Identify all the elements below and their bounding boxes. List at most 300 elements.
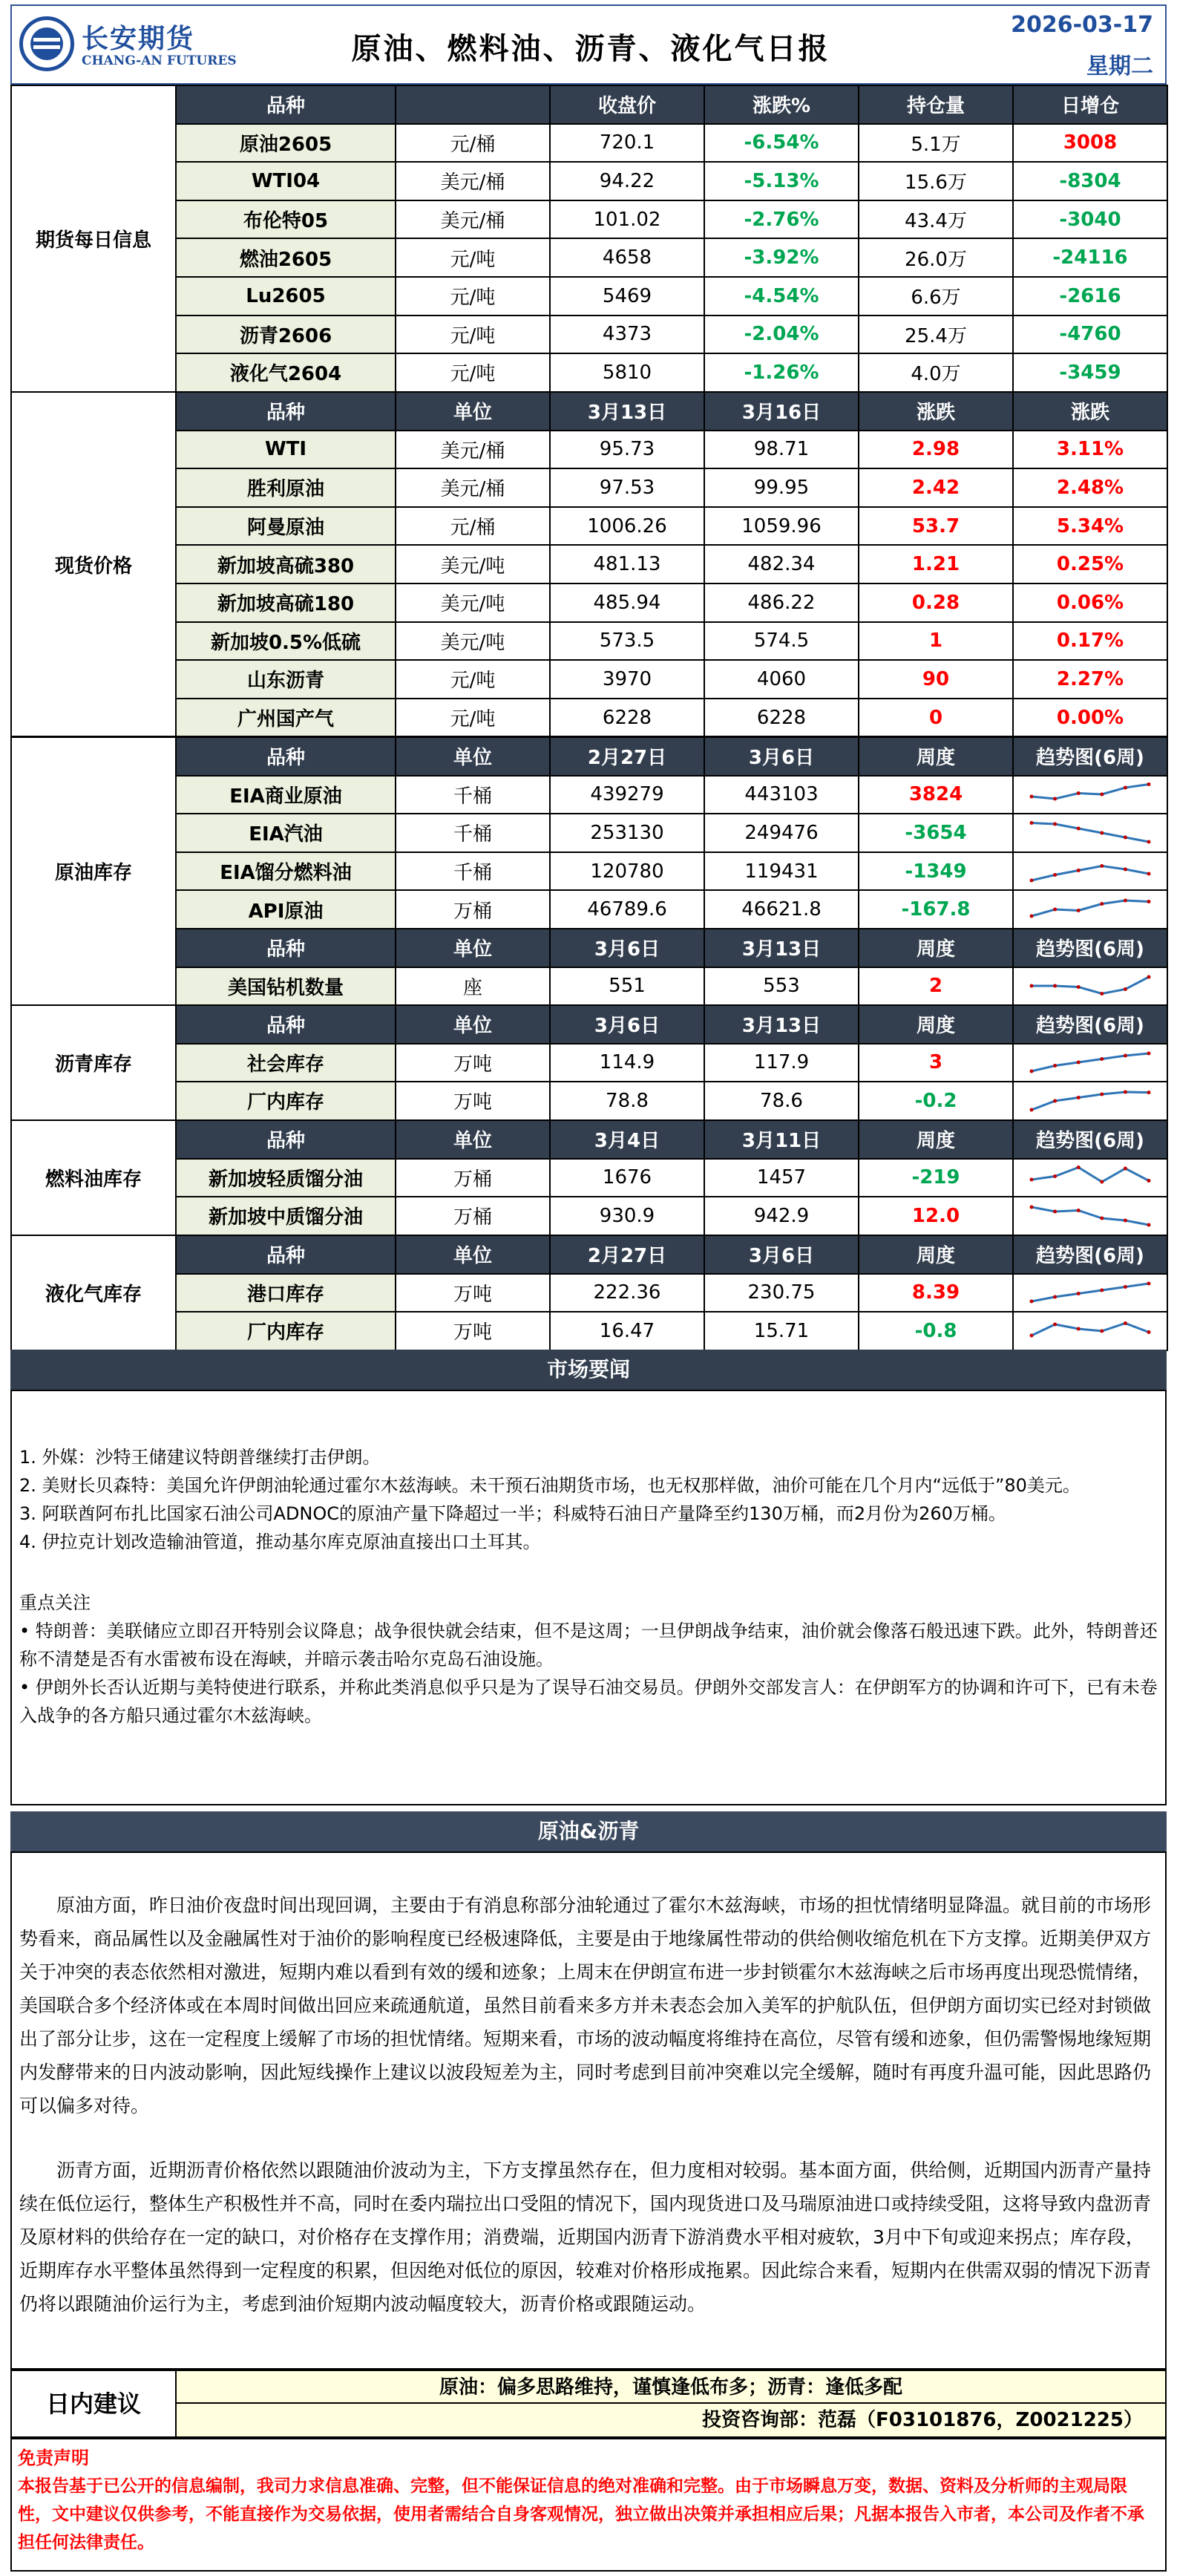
table-row [11, 814, 1167, 852]
trend-line [1032, 785, 1149, 800]
weekly-change: -219 [859, 1159, 1013, 1197]
trend-sparkline [1027, 1163, 1153, 1192]
table-row [11, 583, 1167, 622]
trend-point [1077, 909, 1081, 912]
spot-name: 胜利原油 [176, 468, 396, 507]
stock-curr: 230.75 [704, 1274, 859, 1312]
price-curr: 99.95 [704, 468, 859, 507]
column-header: 单位 [396, 737, 550, 776]
analysis-crude: 原油方面，昨日油价夜盘时间出现回调，主要由于有消息称部分油轮通过了霍尔木兹海峡，市场的担忧情绪明显降温。就目前的市场形势看来，商品属性以及金融属性对于油价的影响程度已经极速降低，主要是由于地缘属性带动的供给侧收缩危机在下方支撑。近期美伊双方关于冲突的表态依然相对激进，短期内难以看到有效的缓和迹象；上周末在伊朗宣布进一步封锁霍尔木兹海峡之后市场再度出现恐慌情绪，美国联合多个经济体或在本周时间做出回应来疏通航道，虽然目前看来多方并未表态会加入美军的护航队伍，但伊朗方面切实已经对封锁做出了部分让步，这在一定程度上缓解了市场的担忧情绪。短期来看，市场的波动幅度将维持在高位，尽管有缓和迹象，但仍需警惕地缘短期内发酵带来的日内波动影响，因此短线操作上建议以波段短差为主，同时考虑到目前冲突难以完全缓解，随时有再度升温可能，因此思路仍可以偏多对待。 [19, 1895, 1152, 2116]
column-header: 3月6日 [704, 737, 859, 776]
table-row [11, 162, 1167, 200]
report-page [10, 0, 1167, 2576]
stock-name: 厂内库存 [176, 1082, 396, 1120]
change-abs: 1.21 [859, 545, 1013, 583]
stock-name: EIA商业原油 [176, 776, 396, 814]
column-header: 周度 [859, 737, 1013, 776]
unit: 元/桶 [396, 124, 550, 163]
table-row [11, 124, 1167, 163]
column-header: 品种 [176, 1235, 396, 1274]
stock-curr: 942.9 [704, 1197, 859, 1235]
trend-sparkline [1027, 857, 1153, 886]
column-header: 3月6日 [704, 1235, 859, 1274]
unit: 万吨 [396, 1044, 550, 1082]
unit: 元/吨 [396, 699, 550, 737]
column-header: 单位 [396, 392, 550, 431]
stock-prev: 551 [550, 967, 704, 1006]
focus-item: • 伊朗外长否认近期与美特使进行联系，并称此类消息似乎只是为了误导石油交易员。伊朗外交部发言人：在伊朗军方的协调和许可下，已有未卷入战争的各方船只通过霍尔木兹海峡。 [19, 1677, 1158, 1726]
table-header-row [11, 737, 1167, 776]
column-header: 持仓量 [859, 85, 1013, 124]
weekly-change: -1349 [859, 852, 1013, 891]
trend-point [1147, 1282, 1151, 1286]
stock-name: 新加坡轻质馏分油 [176, 1159, 396, 1197]
price-curr: 98.71 [704, 431, 859, 469]
trend-sparkline [1027, 895, 1153, 924]
stock-prev: 16.47 [550, 1312, 704, 1350]
table-row [11, 1197, 1167, 1235]
trend-point [1124, 835, 1127, 839]
trend-cell [1013, 814, 1167, 852]
trend-point [1124, 899, 1127, 903]
trend-point [1030, 1070, 1034, 1073]
lpg-stock-table [10, 1235, 1168, 1351]
trend-point [1100, 1216, 1104, 1220]
price-curr: 6228 [704, 699, 859, 737]
analysis-title: 原油&沥青 [10, 1811, 1167, 1851]
weekly-change: -167.8 [859, 890, 1013, 929]
close-price: 5469 [550, 277, 704, 316]
column-header: 2月27日 [550, 737, 704, 776]
trend-cell [1013, 1197, 1167, 1235]
trend-line [1032, 866, 1149, 880]
table-row [11, 431, 1167, 469]
trend-point [1077, 869, 1081, 872]
table-header-row [11, 1120, 1167, 1159]
stock-curr: 443103 [704, 776, 859, 814]
focus-title: 重点关注 [19, 1592, 91, 1613]
column-header: 涨跌 [1013, 392, 1167, 431]
trend-point [1147, 840, 1151, 843]
unit: 美元/桶 [396, 162, 550, 200]
stock-curr: 119431 [704, 852, 859, 891]
stock-prev: 78.8 [550, 1082, 704, 1120]
trend-point [1030, 795, 1034, 799]
trend-point [1077, 1327, 1081, 1330]
trend-sparkline [1027, 1086, 1153, 1116]
trend-point [1077, 826, 1081, 830]
unit: 千桶 [396, 852, 550, 891]
focus-item: • 特朗普：美联储应立即召开特别会议降息；战争很快就会结束，但不是这周；一旦伊朗战争结束，油价就会像落石般迅速下跌。此外，特朗普还称不清楚是否有水雷被布设在海峡，并暗示袭击哈尔克岛石油设施。 [19, 1621, 1158, 1670]
stock-curr: 117.9 [704, 1044, 859, 1082]
trend-cell [1013, 852, 1167, 891]
disclaimer-title: 免责声明 [18, 2448, 89, 2468]
stock-name: 美国钻机数量 [176, 967, 396, 1006]
price-curr: 4060 [704, 660, 859, 699]
weekly-change: -3654 [859, 814, 1013, 852]
trend-point [1124, 786, 1127, 790]
column-header: 3月13日 [704, 929, 859, 967]
trend-point [1077, 1209, 1081, 1212]
crude-stock-table [10, 736, 1168, 1006]
column-header: 品种 [176, 85, 396, 124]
stock-prev: 253130 [550, 814, 704, 852]
trend-sparkline [1027, 1316, 1153, 1346]
stock-prev: 114.9 [550, 1044, 704, 1082]
change-pct: -3.92% [704, 238, 859, 277]
trend-line [1032, 1323, 1149, 1336]
trend-sparkline [1027, 1201, 1153, 1231]
price-curr: 1059.96 [704, 507, 859, 546]
table-row [11, 1312, 1167, 1350]
unit: 元/吨 [396, 277, 550, 316]
contract-name: Lu2605 [176, 277, 396, 316]
trend-point [1147, 1179, 1151, 1183]
trend-point [1124, 987, 1127, 991]
weekly-change: 3824 [859, 776, 1013, 814]
trend-point [1077, 1292, 1081, 1295]
unit: 元/桶 [396, 507, 550, 546]
trend-point [1030, 1333, 1034, 1337]
close-price: 101.02 [550, 200, 704, 239]
price-prev: 95.73 [550, 431, 704, 469]
advice-analyst: 投资咨询部：范磊（F03101876，Z0021225） [177, 2404, 1165, 2436]
trend-point [1030, 1205, 1034, 1209]
spot-name: 新加坡0.5%低硫 [176, 622, 396, 661]
trend-point [1053, 873, 1057, 877]
table-row [11, 776, 1167, 814]
advice-strategy: 原油：偏多思路维持，谨慎逢低布多；沥青：逢低多配 [177, 2371, 1165, 2404]
stock-curr: 249476 [704, 814, 859, 852]
trend-point [1147, 872, 1151, 875]
unit: 千桶 [396, 814, 550, 852]
stock-curr: 553 [704, 967, 859, 1006]
open-interest: 26.0万 [859, 238, 1013, 277]
change-pct: 5.34% [1013, 507, 1167, 546]
price-prev: 573.5 [550, 622, 704, 661]
trend-sparkline [1027, 1278, 1153, 1307]
unit: 千桶 [396, 776, 550, 814]
trend-cell [1013, 1044, 1167, 1082]
table-row [11, 277, 1167, 316]
change-abs: 2.42 [859, 468, 1013, 507]
weekly-change: -0.8 [859, 1312, 1013, 1350]
table-header-row [11, 392, 1167, 431]
column-header: 单位 [396, 1005, 550, 1044]
open-interest: 25.4万 [859, 316, 1013, 354]
change-pct: 0.25% [1013, 545, 1167, 583]
company-logo [19, 13, 237, 77]
close-price: 720.1 [550, 124, 704, 163]
market-news-box [10, 1390, 1167, 1805]
column-header: 3月6日 [550, 1005, 704, 1044]
unit: 美元/吨 [396, 622, 550, 661]
trend-point [1030, 984, 1034, 988]
column-header: 趋势图(6周) [1013, 1120, 1167, 1159]
weekly-change: 2 [859, 967, 1013, 1006]
trend-point [1124, 1167, 1127, 1171]
trend-line [1032, 900, 1149, 916]
news-item: 2. 美财长贝森特：美国允许伊朗油轮通过霍尔木兹海峡。未干预石油期货市场，也无权那样做，油价可能在几个月内“远低于”80美元。 [19, 1475, 1081, 1496]
trend-point [1100, 1092, 1104, 1096]
column-header: 3月11日 [704, 1120, 859, 1159]
asphalt-stock-table [10, 1004, 1168, 1121]
trend-point [1077, 985, 1081, 989]
table-row [11, 1044, 1167, 1082]
unit: 万吨 [396, 1312, 550, 1350]
trend-line [1032, 1168, 1149, 1183]
stock-name: 港口库存 [176, 1274, 396, 1312]
unit: 元/吨 [396, 316, 550, 354]
unit: 万桶 [396, 1197, 550, 1235]
table-row [11, 699, 1167, 737]
stock-name: API原油 [176, 890, 396, 929]
trend-point [1053, 1322, 1057, 1326]
column-header: 趋势图(6周) [1013, 1235, 1167, 1274]
change-pct: -5.13% [704, 162, 859, 200]
spot-price-table [10, 391, 1168, 737]
trend-point [1124, 1054, 1127, 1058]
column-header: 3月13日 [550, 392, 704, 431]
trend-point [1053, 797, 1057, 801]
table-row [11, 238, 1167, 277]
column-header: 品种 [176, 392, 396, 431]
trend-cell [1013, 967, 1167, 1006]
crude_stock-section-label: 原油库存 [11, 737, 176, 1005]
table-row [11, 890, 1167, 929]
change-pct: 3.11% [1013, 431, 1167, 469]
trend-point [1053, 1099, 1057, 1102]
table-row [11, 200, 1167, 239]
contract-name: WTI04 [176, 162, 396, 200]
stock-name: 社会库存 [176, 1044, 396, 1082]
column-header [396, 85, 550, 124]
column-header: 单位 [396, 1235, 550, 1274]
table-row [11, 545, 1167, 583]
daily-oi-change: -24116 [1013, 238, 1167, 277]
weekly-change: 3 [859, 1044, 1013, 1082]
news-item: 4. 伊拉克计划改造输油管道，推动基尔库克原油直接出口土耳其。 [19, 1531, 541, 1552]
spot-name: 山东沥青 [176, 660, 396, 699]
change-pct: 2.27% [1013, 660, 1167, 699]
column-header: 周度 [859, 1235, 1013, 1274]
trend-point [1124, 1285, 1127, 1289]
table-header-row [11, 1005, 1167, 1044]
trend-sparkline [1027, 779, 1153, 809]
column-header: 3月4日 [550, 1120, 704, 1159]
report-title: 原油、燃料油、沥青、液化气日报 [351, 32, 830, 66]
trend-point [1147, 975, 1151, 979]
column-header: 收盘价 [550, 85, 704, 124]
trend-point [1100, 864, 1104, 868]
column-header: 3月16日 [704, 392, 859, 431]
report-weekday: 星期二 [1086, 53, 1153, 79]
table-row [11, 1082, 1167, 1120]
stock-name: EIA汽油 [176, 814, 396, 852]
unit: 美元/吨 [396, 545, 550, 583]
trend-point [1053, 1064, 1057, 1068]
close-price: 5810 [550, 353, 704, 392]
futures-table [10, 85, 1168, 393]
open-interest: 4.0万 [859, 353, 1013, 392]
unit: 座 [396, 967, 550, 1006]
column-header: 单位 [396, 1120, 550, 1159]
change-pct: 2.48% [1013, 468, 1167, 507]
trend-point [1053, 908, 1057, 912]
news-list [19, 1443, 1158, 1556]
trend-cell [1013, 1274, 1167, 1312]
unit: 万吨 [396, 1082, 550, 1120]
trend-sparkline [1027, 971, 1153, 1001]
trend-point [1053, 1295, 1057, 1299]
daily-oi-change: -2616 [1013, 277, 1167, 316]
spot-name: 新加坡高硫380 [176, 545, 396, 583]
open-interest: 5.1万 [859, 124, 1013, 163]
trend-point [1077, 791, 1081, 795]
column-header: 周度 [859, 929, 1013, 967]
daily-oi-change: -3459 [1013, 353, 1167, 392]
table-header-row [11, 1235, 1167, 1274]
contract-name: 原油2605 [176, 124, 396, 163]
open-interest: 6.6万 [859, 277, 1013, 316]
change-pct: -4.54% [704, 277, 859, 316]
table-row [11, 660, 1167, 699]
trend-point [1147, 1223, 1151, 1226]
change-abs: 0.28 [859, 583, 1013, 622]
stock-prev: 46789.6 [550, 890, 704, 929]
column-header: 涨跌 [859, 392, 1013, 431]
column-header: 品种 [176, 929, 396, 967]
trend-point [1030, 915, 1034, 918]
table-row [11, 1159, 1167, 1197]
price-prev: 6228 [550, 699, 704, 737]
unit: 美元/桶 [396, 468, 550, 507]
spot-name: 阿曼原油 [176, 507, 396, 546]
contract-name: 沥青2606 [176, 316, 396, 354]
spot-name: 新加坡高硫180 [176, 583, 396, 622]
table-header-row [11, 85, 1167, 124]
trend-point [1124, 1321, 1127, 1325]
change-pct: -1.26% [704, 353, 859, 392]
table-row [11, 507, 1167, 546]
spot-section-label: 现货价格 [11, 392, 176, 736]
trend-point [1147, 782, 1151, 786]
stock-curr: 15.71 [704, 1312, 859, 1350]
change-pct: -6.54% [704, 124, 859, 163]
table-row [11, 967, 1167, 1006]
stock-prev: 120780 [550, 852, 704, 891]
trend-point [1147, 1052, 1151, 1056]
trend-point [1053, 1174, 1057, 1178]
spot-name: 广州国产气 [176, 699, 396, 737]
unit: 万桶 [396, 890, 550, 929]
spot-name: WTI [176, 431, 396, 469]
focus-list [19, 1617, 1158, 1730]
analysis-box [10, 1851, 1167, 2370]
change-abs: 90 [859, 660, 1013, 699]
column-header: 品种 [176, 1005, 396, 1044]
column-header: 3月13日 [704, 1005, 859, 1044]
contract-name: 布伦特05 [176, 200, 396, 239]
stock-curr: 46621.8 [704, 890, 859, 929]
column-header: 2月27日 [550, 1235, 704, 1274]
contract-name: 燃油2605 [176, 238, 396, 277]
trend-point [1147, 1091, 1151, 1094]
unit: 美元/桶 [396, 431, 550, 469]
stock-name: 新加坡中质馏分油 [176, 1197, 396, 1235]
trend-point [1124, 867, 1127, 871]
trend-point [1100, 1289, 1104, 1292]
stock-curr: 78.6 [704, 1082, 859, 1120]
close-price: 94.22 [550, 162, 704, 200]
price-prev: 481.13 [550, 545, 704, 583]
change-abs: 2.98 [859, 431, 1013, 469]
unit: 美元/桶 [396, 200, 550, 239]
price-prev: 3970 [550, 660, 704, 699]
stock-prev: 222.36 [550, 1274, 704, 1312]
change-pct: 0.06% [1013, 583, 1167, 622]
report-header [10, 4, 1167, 85]
futures-section-label: 期货每日信息 [11, 85, 176, 392]
stock-name: EIA馏分燃料油 [176, 852, 396, 891]
table-row [11, 316, 1167, 354]
logo-name-cn: 长安期货 [82, 24, 195, 54]
trend-cell [1013, 1082, 1167, 1120]
trend-point [1100, 1180, 1104, 1184]
trend-cell [1013, 776, 1167, 814]
table-row [11, 353, 1167, 392]
advice-label: 日内建议 [12, 2371, 177, 2436]
contract-name: 液化气2604 [176, 353, 396, 392]
table-row [11, 852, 1167, 891]
change-pct: -2.76% [704, 200, 859, 239]
daily-oi-change: 3008 [1013, 124, 1167, 163]
trend-point [1053, 1209, 1057, 1213]
trend-sparkline [1027, 818, 1153, 848]
weekly-change: 8.39 [859, 1274, 1013, 1312]
trend-point [1030, 1108, 1034, 1111]
stock-prev: 930.9 [550, 1197, 704, 1235]
column-header: 品种 [176, 737, 396, 776]
trend-line [1032, 1207, 1149, 1225]
price-curr: 486.22 [704, 583, 859, 622]
trend-point [1147, 900, 1151, 903]
trend-point [1077, 1061, 1081, 1065]
trend-point [1030, 1300, 1034, 1304]
daily-oi-change: -4760 [1013, 316, 1167, 354]
trend-cell [1013, 890, 1167, 929]
price-prev: 97.53 [550, 468, 704, 507]
stock-curr: 1457 [704, 1159, 859, 1197]
change-abs: 53.7 [859, 507, 1013, 546]
trend-point [1077, 1166, 1081, 1169]
trend-point [1100, 1057, 1104, 1061]
trend-point [1053, 822, 1057, 826]
news-item: 1. 外媒：沙特王储建议特朗普继续打击伊朗。 [19, 1447, 381, 1468]
trend-point [1100, 902, 1104, 906]
change-abs: 1 [859, 622, 1013, 661]
column-header: 涨跌% [704, 85, 859, 124]
intraday-advice [10, 2370, 1167, 2438]
trend-point [1124, 1218, 1127, 1222]
daily-oi-change: -3040 [1013, 200, 1167, 239]
table-header-row [11, 929, 1167, 967]
change-pct: 0.17% [1013, 622, 1167, 661]
column-header: 3月6日 [550, 929, 704, 967]
trend-point [1100, 992, 1104, 996]
close-price: 4373 [550, 316, 704, 354]
column-header: 周度 [859, 1120, 1013, 1159]
